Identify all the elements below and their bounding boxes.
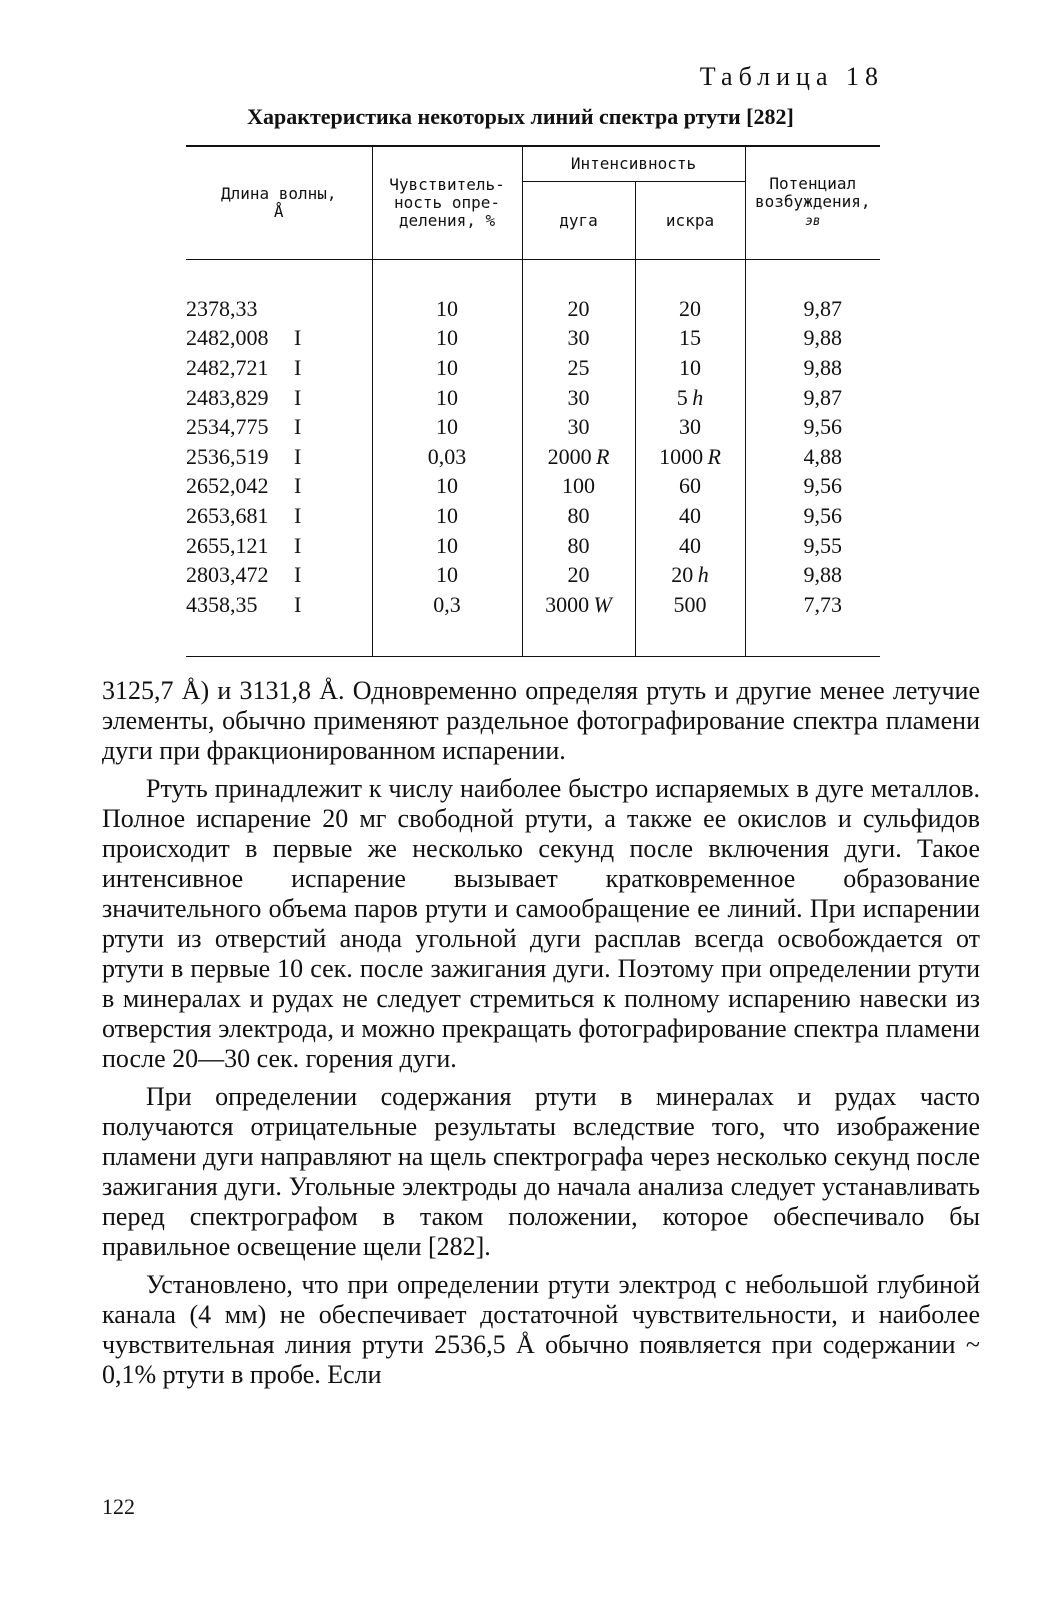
line-mark: I [294,354,302,380]
cell-sensitivity: 10 [372,531,522,561]
header-wavelength-unit: Å [273,202,284,221]
arc-flag: R [591,443,610,469]
cell-potential: 9,56 [803,502,843,528]
spark-flag: h [687,384,704,410]
cell-potential: 7,73 [745,590,880,656]
header-potential: Потенциал возбуждения, эв [745,146,880,260]
cell-sensitivity: 10 [372,472,522,502]
header-arc: дуга [522,182,635,260]
cell-sensitivity: 10 [372,501,522,531]
header-intensity: Интенсивность [522,146,745,182]
cell-sensitivity: 10 [372,324,522,354]
header-wavelength: Длина волны, Å [186,146,372,260]
cell-spark: 30 [635,412,745,442]
cell-sensitivity: 0,3 [372,590,522,656]
table-row [186,590,880,656]
cell-spark: 20 [635,260,745,324]
line-mark: I [294,532,302,558]
header-spark: искра [635,182,745,260]
cell-potential: 4,88 [803,443,843,469]
table-row [186,260,880,324]
cell-sensitivity: 10 [372,353,522,383]
cell-sensitivity: 10 [372,383,522,413]
paragraph-1: 3125,7 Å) и 3131,8 Å. Одновременно определяя ртуть и другие менее летучие элементы, обычно применяют раздельное фотографирование спектра пламени дуги при фракционированном испарении. [102,676,980,765]
cell-arc: 2000 R [522,442,635,472]
header-potential-unit: эв [804,214,821,229]
header-sensitivity: Чувствитель-ность опре-деления, % [372,146,522,260]
cell-arc: 30 [522,324,635,354]
table-row [186,472,880,502]
cell-wavelength: 2652,042 I [186,472,372,502]
table-row [186,531,880,561]
cell-arc: 20 [522,260,635,324]
cell-potential: 9,88 [803,562,843,588]
table-row [186,324,880,354]
cell-wavelength: 2803,472 I [186,560,372,590]
line-mark: I [294,562,302,588]
table-title: Характеристика некоторых линий спектра ртути [282] [247,104,794,129]
cell-potential: 9,56 [803,473,843,499]
cell-spark: 40 [635,501,745,531]
cell-potential: 9,55 [803,532,843,558]
line-mark: I [294,325,302,351]
cell-spark: 500 [635,590,745,656]
cell-wavelength: 2653,681 I [186,501,372,531]
line-mark: I [294,384,302,410]
paragraph-2: Ртуть принадлежит к числу наиболее быстро испаряемых в дуге металлов. Полное испарение 20 мг свободной ртути, а также ее окислов и сульфидов происходит в первые же несколько секунд после включения дуги. Такое интенсивное испарение вызывает кратковременное образование значительного объема паров ртути и самообращение ее линий. При испарении ртути из отверстий анода угольной дуги расплав всегда освобождается от ртути в первые 10 сек. после зажигания дуги. Поэтому при определении ртути в минералах и рудах не следует стремиться к полному испарению навески из отверстия электрода, и можно прекращать фотографирование спектра пламени после 20—30 сек. горения дуги. [102,774,980,1073]
cell-spark: 5 h [635,383,745,413]
paragraph-3: При определении содержания ртути в минералах и рудах часто получаются отрицательные результаты вследствие того, что изображение пламени дуги направляют на щель спектрографа через несколько секунд после зажигания дуги. Угольные электроды до начала анализа следует устанавливать перед спектрографом в таком положении, которое обеспечивало бы правильное освещение щели [282]. [102,1082,980,1261]
cell-wavelength: 2483,829 I [186,383,372,413]
cell-arc: 30 [522,383,635,413]
cell-potential: 9,87 [803,384,843,410]
paragraph-4: Установлено, что при определении ртути электрод с небольшой глубиной канала (4 мм) не обеспечивает достаточной чувствительности, и наиболее чувствительная линия ртути 2536,5 Å обычно появляется при содержании ~ 0,1% ртути в пробе. Если [102,1270,980,1389]
cell-potential: 9,88 [803,325,843,351]
cell-wavelength: 4358,35 I [186,590,372,656]
table-label: Таблица 18 [699,62,884,91]
mercury-lines-table [186,145,880,657]
cell-wavelength: 2534,775 I [186,412,372,442]
spark-flag: R [703,443,721,469]
body-text [102,676,980,1390]
cell-arc: 80 [522,531,635,561]
line-mark: I [294,591,302,617]
cell-wavelength: 2378,33 [186,260,372,324]
line-mark: I [294,502,302,528]
cell-wavelength: 2655,121 I [186,531,372,561]
cell-sensitivity: 10 [372,260,522,324]
cell-wavelength: 2536,519 I [186,442,372,472]
line-mark: I [294,473,302,499]
cell-spark: 1000 R [635,442,745,472]
cell-arc: 20 [522,560,635,590]
cell-arc: 3000 W [522,590,635,656]
cell-spark: 40 [635,531,745,561]
arc-flag: W [589,591,612,617]
cell-wavelength: 2482,721 I [186,353,372,383]
line-mark: I [294,414,302,440]
cell-potential: 9,87 [803,295,843,321]
cell-sensitivity: 10 [372,412,522,442]
table-row [186,560,880,590]
table-row [186,383,880,413]
cell-arc: 100 [522,472,635,502]
cell-arc: 30 [522,412,635,442]
cell-sensitivity: 10 [372,560,522,590]
cell-spark: 15 [635,324,745,354]
line-mark: I [294,443,302,469]
table-body [186,260,880,657]
cell-sensitivity: 0,03 [372,442,522,472]
table-row [186,442,880,472]
table-row [186,501,880,531]
spark-flag: h [693,562,709,588]
cell-wavelength: 2482,008 I [186,324,372,354]
cell-potential: 9,56 [803,414,843,440]
cell-arc: 80 [522,501,635,531]
page-number: 122 [102,1494,135,1519]
table-row [186,353,880,383]
cell-spark: 60 [635,472,745,502]
table-row [186,412,880,442]
cell-arc: 25 [522,353,635,383]
cell-spark: 20 h [635,560,745,590]
cell-potential: 9,88 [803,354,843,380]
cell-spark: 10 [635,353,745,383]
